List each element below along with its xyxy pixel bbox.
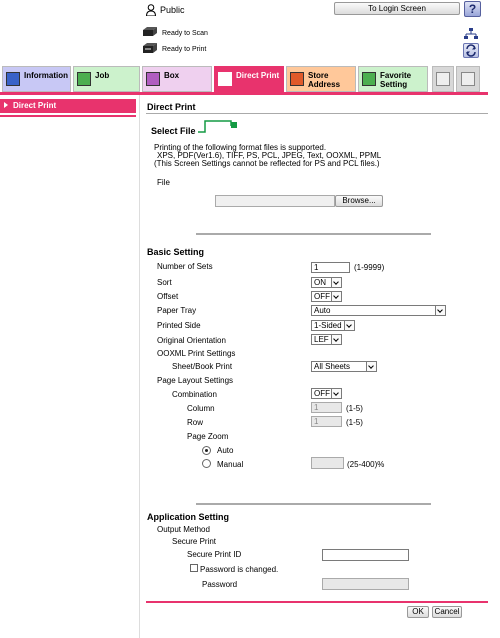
basic-setting-heading: Basic Setting — [147, 247, 205, 257]
password-changed-label: Password is changed. — [200, 565, 279, 574]
direct-print-icon — [218, 72, 232, 86]
secure-print-id-input[interactable] — [322, 549, 409, 561]
store-address-icon — [290, 72, 304, 86]
chevron-down-icon — [344, 321, 354, 330]
ooxml-print-settings-label: OOXML Print Settings — [157, 349, 236, 358]
status-print: Ready to Print — [162, 46, 207, 53]
chevron-down-icon — [331, 292, 341, 301]
help-label: ? — [468, 2, 477, 16]
secure-print-label: Secure Print — [172, 537, 217, 546]
help-button[interactable] — [464, 1, 481, 17]
tab-job[interactable] — [73, 66, 140, 92]
browse-button[interactable]: Browse... — [335, 195, 383, 207]
tab-label: Box — [164, 71, 180, 80]
paper-tray-value: Auto — [314, 306, 331, 315]
manual-radio[interactable] — [202, 459, 211, 468]
supported-formats-note: (This Screen Settings cannot be reflected for PS and PCL files.) — [154, 159, 380, 168]
sort-select[interactable] — [311, 277, 342, 288]
application-setting-heading: Application Setting — [147, 512, 229, 522]
manual-zoom-range: (25-400)% — [347, 460, 385, 469]
section-divider — [196, 503, 431, 505]
sheet-book-print-value: All Sheets — [314, 362, 351, 371]
column-input[interactable]: 1 — [311, 402, 342, 413]
tab-direct-print[interactable] — [214, 66, 284, 92]
password-changed-checkbox[interactable] — [190, 564, 198, 572]
chevron-down-icon — [331, 278, 341, 287]
row-label: Row — [187, 418, 204, 427]
number-of-sets-label: Number of Sets — [157, 262, 213, 271]
sort-label: Sort — [157, 278, 172, 287]
sheet-book-print-select[interactable] — [311, 361, 377, 372]
chevron-down-icon — [331, 389, 341, 398]
tab-label: Favorite Setting — [380, 71, 412, 89]
printed-side-select[interactable] — [311, 320, 355, 331]
offset-value: OFF — [314, 292, 330, 301]
paper-tray-label: Paper Tray — [157, 306, 197, 315]
user-name: Public — [160, 5, 185, 15]
sidebar-border — [139, 95, 140, 638]
box-icon — [146, 72, 160, 86]
number-of-sets-input[interactable]: 1 — [311, 262, 350, 273]
chevron-down-icon — [366, 362, 376, 371]
tab-information[interactable] — [2, 66, 71, 92]
printer-icon — [142, 42, 158, 54]
tab-label: Information — [24, 71, 68, 80]
title-underline — [146, 113, 488, 114]
number-of-sets-range: (1-9999) — [354, 263, 385, 272]
offset-label: Offset — [157, 292, 179, 301]
chevron-down-icon — [435, 306, 445, 315]
function-icon — [436, 72, 450, 86]
footer-divider — [146, 601, 488, 603]
secure-print-id-label: Secure Print ID — [187, 550, 242, 559]
chevron-down-icon — [331, 335, 341, 344]
information-icon — [6, 72, 20, 86]
login-screen-button[interactable]: To Login Screen — [334, 2, 460, 15]
section-divider — [196, 233, 431, 235]
sidebar-item-label: Direct Print — [13, 101, 57, 110]
tab-label: Job — [95, 71, 110, 80]
auto-radio[interactable] — [202, 446, 211, 455]
output-method-label: Output Method — [157, 525, 210, 534]
tab-favorite-setting[interactable] — [358, 66, 428, 92]
manual-label: Manual — [217, 460, 244, 469]
supported-formats-list: XPS, PDF(Ver1.6), TIFF, PS, PCL, JPEG, Text, OOXML, PPML — [157, 151, 382, 160]
select-file-heading: Select File — [151, 126, 196, 136]
row-input[interactable]: 1 — [311, 416, 342, 427]
column-range: (1-5) — [346, 404, 363, 413]
tab-box[interactable] — [142, 66, 212, 92]
page-layout-settings-label: Page Layout Settings — [157, 376, 234, 385]
tab-label: Direct Print — [236, 71, 280, 80]
cancel-button[interactable]: Cancel — [432, 606, 462, 618]
offset-select[interactable] — [311, 291, 342, 302]
display-icon — [461, 72, 475, 86]
column-label: Column — [187, 404, 215, 413]
combination-label: Combination — [172, 390, 217, 399]
printed-side-value: 1-Sided — [314, 321, 342, 330]
sort-value: ON — [314, 278, 326, 287]
file-path-field[interactable] — [215, 195, 335, 207]
scanner-icon — [142, 26, 158, 38]
network-icon[interactable] — [464, 28, 478, 40]
password-input[interactable] — [322, 578, 409, 590]
combination-select[interactable] — [311, 388, 342, 399]
status-scan: Ready to Scan — [162, 30, 208, 37]
supported-formats-intro: Printing of the following format files is supported. — [154, 143, 327, 152]
sidebar-divider — [0, 115, 136, 117]
row-range: (1-5) — [346, 418, 363, 427]
page-title: Direct Print — [147, 102, 196, 112]
paper-tray-select[interactable] — [311, 305, 446, 316]
favorite-setting-icon — [362, 72, 376, 86]
sidebar-item-direct-print[interactable] — [0, 99, 136, 113]
arrow-right-icon — [4, 102, 8, 108]
tab-store-address[interactable] — [286, 66, 356, 92]
tab-underline — [0, 92, 488, 95]
ok-button[interactable]: OK — [407, 606, 429, 618]
file-label: File — [157, 178, 170, 187]
original-orientation-label: Original Orientation — [157, 336, 226, 345]
tab-label: Store Address — [308, 71, 341, 89]
select-file-icon — [195, 118, 243, 133]
radio-dot — [205, 449, 208, 452]
auto-label: Auto — [217, 446, 234, 455]
manual-zoom-input[interactable] — [311, 457, 344, 469]
original-orientation-value: LEF — [314, 335, 329, 344]
tab-extra-2[interactable] — [456, 66, 480, 92]
printed-side-label: Printed Side — [157, 321, 201, 330]
password-label: Password — [202, 580, 238, 589]
page-zoom-label: Page Zoom — [187, 432, 229, 441]
job-icon — [77, 72, 91, 86]
tab-extra-1[interactable] — [432, 66, 454, 92]
combination-value: OFF — [314, 389, 330, 398]
refresh-icon[interactable] — [463, 43, 479, 58]
sheet-book-print-label: Sheet/Book Print — [172, 362, 233, 371]
original-orientation-select[interactable] — [311, 334, 342, 345]
user-icon — [146, 4, 156, 16]
